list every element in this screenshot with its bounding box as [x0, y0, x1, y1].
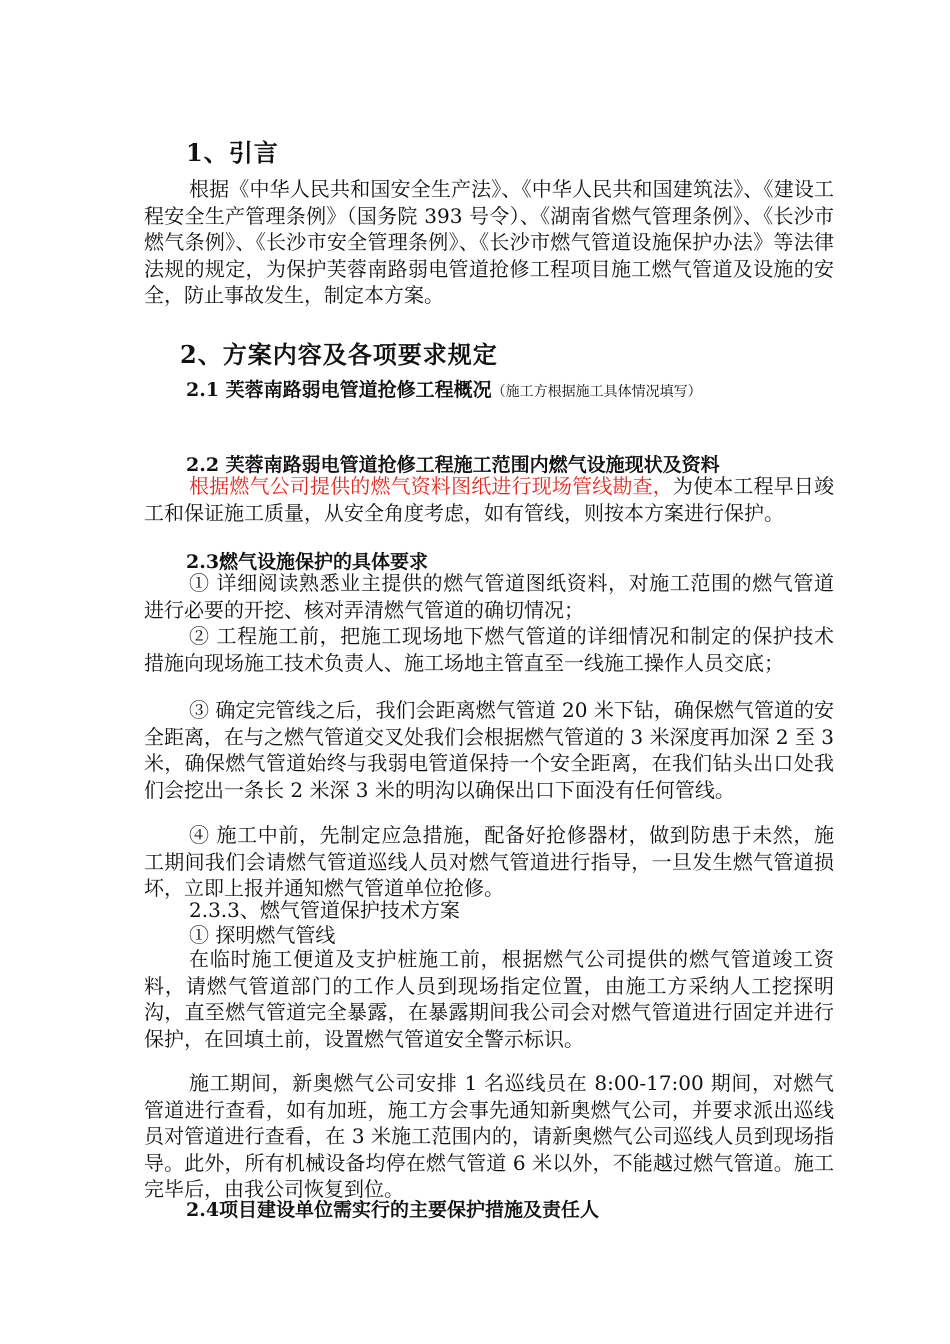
highlighted-text: 根据燃气公司提供的燃气资料图纸进行现场管线勘查，: [189, 474, 673, 498]
section-2-2-paragraph: [144, 473, 834, 526]
section-2-3-heading: 2.3燃气设施保护的具体要求: [186, 551, 429, 573]
section-1-heading: 1、引言: [186, 138, 279, 167]
section-2-2-heading: 2.2 芙蓉南路弱电管道抢修工程施工范围内燃气设施现状及资料: [186, 454, 720, 476]
section-2-3-3-sub: ① 探明燃气管线: [189, 923, 336, 947]
section-1-paragraph: 根据《中华人民共和国安全生产法》、《中华人民共和国建筑法》、《建设工程安全生产管理条例》（国务院 393 号令）、《湖南省燃气管理条例》、《长沙市燃气条例》、《长沙市安全管理条例》、《长沙市燃气管道设施保护办法》等法律法规的规定，为保护芙蓉南路弱电管道抢修工程项目施工燃气管道及设施的安全，防止事故发生，制定本方案。: [144, 177, 834, 308]
section-2-heading: 2、方案内容及各项要求规定: [180, 340, 498, 369]
requirement-item-4: ④ 施工中前，先制定应急措施，配备好抢修器材，做到防患于未然，施工期间我们会请燃气管道巡线人员对燃气管道进行指导，一旦发生燃气管道损坏，立即上报并通知燃气管道单位抢修。: [144, 823, 834, 901]
section-2-3-3-paragraph-1: 在临时施工便道及支护桩施工前，根据燃气公司提供的燃气管道竣工资料，请燃气管道部门的工作人员到现场指定位置，由施工方采纳人工挖探明沟，直至燃气管道完全暴露，在暴露期间我公司会对燃气管道进行固定并进行保护，在回填土前，设置燃气管道安全警示标识。: [144, 947, 834, 1051]
section-2-1-title: 2.1 芙蓉南路弱电管道抢修工程概况: [186, 379, 492, 401]
section-2-2-text: 为使本工程早日竣工和保证施工质量，从安全角度考虑，如有管线，则按本方案进行保护。: [144, 474, 835, 525]
section-2-3-3-heading: 2.3.3、燃气管道保护技术方案: [189, 898, 460, 922]
requirement-item-2: ② 工程施工前，把施工现场地下燃气管道的详细情况和制定的保护技术措施向现场施工技术负责人、施工场地主管直至一线施工操作人员交底；: [144, 624, 834, 675]
requirement-item-3: ③ 确定完管线之后，我们会距离燃气管道 20 米下钻，确保燃气管道的安全距离，在与之燃气管道交叉处我们会根据燃气管道的 3 米深度再加深 2 至 3 米，确保燃气管道始终与我弱电管道保持一个安全距离，在我们钻头出口处我们会挖出一条长 2 米深 3 米的明沟以确保出口下面没有任何管线。: [144, 698, 834, 802]
requirement-item-1: ① 详细阅读熟悉业主提供的燃气管道图纸资料，对施工范围的燃气管道进行必要的开挖、核对弄清燃气管道的确切情况；: [144, 571, 834, 622]
section-2-1-note: （施工方根据施工具体情况填写）: [491, 384, 702, 400]
section-2-1-heading: [186, 375, 702, 402]
section-2-3-3-paragraph-2: 施工期间，新奥燃气公司安排 1 名巡线员在 8:00-17:00 期间，对燃气管道进行查看，如有加班，施工方会事先通知新奥燃气公司，并要求派出巡线员对管道进行查看，在 3 米施工范围内的，请新奥燃气公司巡线人员到现场指导。此外，所有机械设备均停在燃气管道 6 米以外，不能越过燃气管道。施工完毕后，由我公司恢复到位。: [144, 1071, 834, 1202]
section-2-4-heading: 2.4项目建设单位需实行的主要保护措施及责任人: [186, 1199, 600, 1221]
